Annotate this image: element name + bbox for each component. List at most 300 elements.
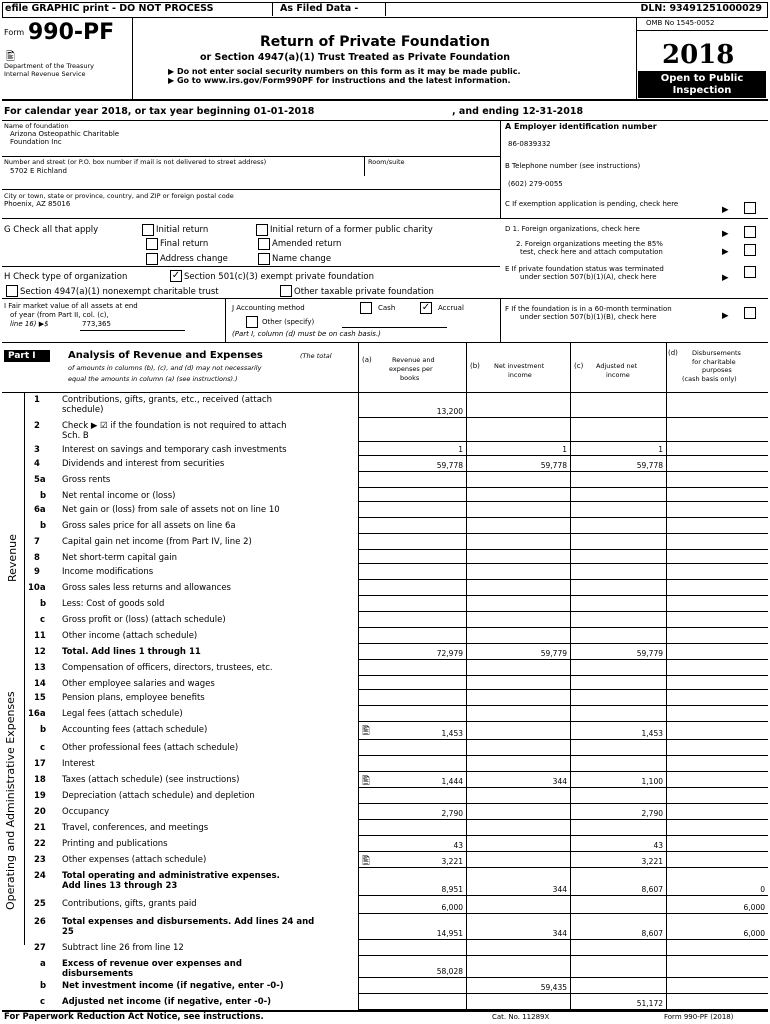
col-c-cell <box>570 660 666 676</box>
col-c-cell <box>570 804 666 820</box>
name-change-checkbox[interactable] <box>258 253 270 265</box>
org-name-line2: Foundation Inc <box>10 138 62 146</box>
col-c-cell <box>570 550 666 564</box>
line-label: Adjusted net income (if negative, enter -0-) <box>62 997 272 1007</box>
cell-value: 1,453 <box>441 729 463 738</box>
col-d-head-1: Disbursements <box>692 349 741 357</box>
cell-value: 344 <box>552 929 567 938</box>
col-c-cell <box>570 612 666 628</box>
col-c-cell <box>570 392 666 418</box>
line-number: 13 <box>34 663 46 673</box>
fmv-value: 773,365 <box>82 320 111 328</box>
col-d-cell <box>666 820 768 836</box>
e-checkbox[interactable] <box>744 266 756 278</box>
col-b-head-1: Net investment <box>494 362 545 370</box>
col-b-left <box>466 342 467 392</box>
former-charity-label: Initial return of a former public charity <box>270 225 433 235</box>
name-rule <box>2 156 500 157</box>
col-d-cell <box>666 534 768 550</box>
col-a-cell <box>358 994 466 1010</box>
col-d-cell <box>666 940 768 956</box>
col-c-cell <box>570 456 666 472</box>
line-number: 10a <box>28 583 46 593</box>
line-label: Total expenses and disbursements. Add lines 24 and <box>62 917 315 927</box>
col-a-cell <box>358 852 466 868</box>
line-number: b <box>40 599 47 609</box>
line-label: Printing and publications <box>62 839 168 849</box>
line-label: Net short-term capital gain <box>62 553 178 563</box>
col-d-cell <box>666 660 768 676</box>
omb-rule <box>636 30 768 31</box>
col-d-cell <box>666 502 768 518</box>
col-d-cell <box>666 676 768 690</box>
ein-label: A Employer identification number <box>505 122 657 131</box>
col-d-cell <box>666 690 768 706</box>
col-b-cell <box>466 722 570 740</box>
ij-divider <box>225 298 226 342</box>
line-label-continued: disbursements <box>62 969 134 979</box>
cell-value: 1,453 <box>641 729 663 738</box>
col-c-cell <box>570 580 666 596</box>
cell-value: 59,779 <box>540 649 567 658</box>
e-label-2: under section 507(b)(1)(A), check here <box>520 273 657 281</box>
cell-value: 51,172 <box>636 999 663 1008</box>
ssn-warning: ▶ Do not enter social security numbers on this form as it may be made public. <box>168 67 521 76</box>
col-a-cell <box>358 690 466 706</box>
former-charity-checkbox[interactable] <box>256 224 268 236</box>
part1-note-2: of amounts in columns (b), (c), and (d) may not necessarily <box>68 364 262 372</box>
c-arrow-icon: ▶ <box>722 205 729 215</box>
col-c-cell <box>570 740 666 756</box>
cell-value: 1 <box>562 445 567 454</box>
line-number: 7 <box>34 537 40 547</box>
col-d-cell <box>666 518 768 534</box>
line-label: Compensation of officers, directors, trustees, etc. <box>62 663 273 673</box>
col-b-cell <box>466 676 570 690</box>
col-b-cell <box>466 690 570 706</box>
accrual-label: Accrual <box>438 304 464 312</box>
cell-value: 8,607 <box>641 885 663 894</box>
col-d-tag: (d) <box>668 349 678 357</box>
col-c-cell <box>570 994 666 1010</box>
dln-label: DLN: 93491251000029 <box>640 3 762 14</box>
col-a-cell <box>358 488 466 502</box>
line-label: Depreciation (attach schedule) and depletion <box>62 791 255 801</box>
col-c-cell <box>570 756 666 772</box>
expenses-side-label: Operating and Administrative Expenses <box>4 691 17 910</box>
col-a-cell <box>358 868 466 896</box>
col-d-cell <box>666 418 768 442</box>
org-name-line1: Arizona Osteopathic Charitable <box>10 130 120 138</box>
col-b-cell <box>466 534 570 550</box>
line-label: Pension plans, employee benefits <box>62 693 205 703</box>
omb-number: OMB No 1545-0052 <box>646 19 715 27</box>
line-label: Income modifications <box>62 567 154 577</box>
line-label-continued: 25 <box>62 927 74 937</box>
col-a-cell <box>358 628 466 644</box>
col-a-cell <box>358 740 466 756</box>
col-a-tag: (a) <box>362 356 372 364</box>
line-number: c <box>40 743 46 753</box>
line-number: 17 <box>34 759 46 769</box>
i-label-1: I Fair market value of all assets at end <box>4 302 138 310</box>
line-label-continued: schedule) <box>62 405 104 415</box>
line-number: 23 <box>34 855 46 865</box>
line-number: 20 <box>34 807 46 817</box>
line-label: Gross profit or (loss) (attach schedule) <box>62 615 226 625</box>
col-a-cell <box>358 772 466 788</box>
banner-divider <box>272 3 273 16</box>
d1-label: D 1. Foreign organizations, check here <box>505 225 640 233</box>
address-change-label: Address change <box>160 254 228 264</box>
col-d-cell <box>666 456 768 472</box>
col-b-cell <box>466 612 570 628</box>
col-d-cell <box>666 804 768 820</box>
col-c-cell <box>570 852 666 868</box>
col-a-cell <box>358 836 466 852</box>
city-label: City or town, state or province, country, and ZIP or foreign postal code <box>4 192 234 200</box>
attachment-icon[interactable]: 🖺 <box>362 726 371 737</box>
other-taxable-checkbox[interactable] <box>280 285 292 297</box>
accrual-checkbox[interactable]: ✓ <box>421 302 431 313</box>
other-method-checkbox[interactable] <box>246 316 258 328</box>
col-a-cell <box>358 392 466 418</box>
col-b-cell <box>466 706 570 722</box>
open-to-public: Open to Public <box>660 73 744 84</box>
address-change-checkbox[interactable] <box>146 253 158 265</box>
e-arrow-icon: ▶ <box>722 273 729 283</box>
line-label-continued: Add lines 13 through 23 <box>62 881 178 891</box>
col-c-cell <box>570 914 666 940</box>
room-divider <box>364 156 365 176</box>
trust-label: Section 4947(a)(1) nonexempt charitable trust <box>20 287 219 297</box>
col-b-cell <box>466 956 570 978</box>
attachment-icon[interactable]: 🖺 <box>362 776 371 787</box>
line-number: c <box>40 615 46 625</box>
col-c-cell <box>570 534 666 550</box>
col-c-cell <box>570 596 666 612</box>
e-label-1: E If private foundation status was terminated <box>505 265 664 273</box>
col-a-cell <box>358 956 466 978</box>
line-number: 22 <box>34 839 46 849</box>
line-number: 27 <box>34 943 46 953</box>
ein-value: 86-0839332 <box>508 140 551 148</box>
g-label: G Check all that apply <box>4 225 99 235</box>
cell-value: 3,221 <box>641 857 663 866</box>
col-c-head-2: income <box>606 371 630 379</box>
d2-checkbox[interactable] <box>744 244 756 256</box>
col-b-cell <box>466 442 570 456</box>
line-label: Accounting fees (attach schedule) <box>62 725 208 735</box>
other-taxable-label: Other taxable private foundation <box>294 287 434 297</box>
col-b-cell <box>466 940 570 956</box>
line-label: Occupancy <box>62 807 110 817</box>
cell-value: 59,435 <box>540 983 567 992</box>
col-b-cell <box>466 660 570 676</box>
cell-value: 3,221 <box>441 857 463 866</box>
col-b-cell <box>466 644 570 660</box>
col-c-cell <box>570 956 666 978</box>
filed-label: As Filed Data - <box>280 3 359 14</box>
col-a-cell <box>358 518 466 534</box>
col-b-cell <box>466 580 570 596</box>
col-d-cell <box>666 596 768 612</box>
line-number: 21 <box>34 823 46 833</box>
cell-value: 43 <box>453 841 463 850</box>
cell-value: 59,778 <box>636 461 663 470</box>
col-c-cell <box>570 722 666 740</box>
i-label-3: line 16) ▶$ <box>10 320 49 328</box>
col-b-cell <box>466 868 570 896</box>
line-label: Contributions, gifts, grants paid <box>62 899 197 909</box>
header-left-divider <box>132 17 133 99</box>
line-label: Dividends and interest from securities <box>62 459 225 469</box>
initial-return-checkbox[interactable] <box>142 224 154 236</box>
col-a-cell <box>358 896 466 914</box>
col-b-cell <box>466 596 570 612</box>
col-b-cell <box>466 756 570 772</box>
line-label: Other professional fees (attach schedule) <box>62 743 239 753</box>
col-d-cell <box>666 612 768 628</box>
footer-notice: For Paperwork Reduction Act Notice, see instructions. <box>4 1012 264 1022</box>
cell-value: 1 <box>658 445 663 454</box>
line-number: 14 <box>34 679 46 689</box>
col-b-cell <box>466 804 570 820</box>
col-c-cell <box>570 502 666 518</box>
col-d-cell <box>666 994 768 1010</box>
col-c-cell <box>570 836 666 852</box>
line-label: Interest on savings and temporary cash investments <box>62 445 287 455</box>
cash-checkbox[interactable] <box>360 302 372 314</box>
f-checkbox[interactable] <box>744 307 756 319</box>
line-label: Other employee salaries and wages <box>62 679 215 689</box>
cell-value: 8,607 <box>641 929 663 938</box>
cell-value: 6,000 <box>441 903 463 912</box>
part1-note-1: (The total <box>300 352 332 360</box>
d2-label-1: 2. Foreign organizations meeting the 85% <box>516 240 663 248</box>
col-c-cell <box>570 896 666 914</box>
revenue-side-rule <box>24 392 25 660</box>
col-a-cell <box>358 534 466 550</box>
cell-value: 1 <box>458 445 463 454</box>
line-label: Gross rents <box>62 475 111 485</box>
col-c-cell <box>570 418 666 442</box>
col-a-head-2: expenses per <box>389 365 433 373</box>
col-b-cell <box>466 788 570 804</box>
col-a-cell <box>358 788 466 804</box>
col-d-cell <box>666 488 768 502</box>
col-c-cell <box>570 690 666 706</box>
org-right-divider <box>500 120 501 218</box>
part1-top-rule <box>2 342 768 343</box>
line-label: Subtract line 26 from line 12 <box>62 943 184 953</box>
phone-label: B Telephone number (see instructions) <box>505 162 641 170</box>
dept-irs: Internal Revenue Service <box>4 70 86 78</box>
cell-value: 6,000 <box>743 903 765 912</box>
col-a-cell <box>358 940 466 956</box>
col-d-left <box>666 342 667 392</box>
line-number: b <box>40 491 47 501</box>
col-d-cell <box>666 756 768 772</box>
col-b-cell <box>466 550 570 564</box>
final-return-checkbox[interactable] <box>146 238 158 250</box>
line-label: Total. Add lines 1 through 11 <box>62 647 201 657</box>
col-a-cell <box>358 914 466 940</box>
initial-return-label: Initial return <box>156 225 209 235</box>
line-label: Other expenses (attach schedule) <box>62 855 207 865</box>
col-b-cell <box>466 488 570 502</box>
line-label: Contributions, gifts, grants, etc., received (attach <box>62 395 272 405</box>
ij-top-rule <box>2 298 768 299</box>
amended-return-label: Amended return <box>272 239 342 249</box>
col-d-cell <box>666 868 768 896</box>
d2-label-2: test, check here and attach computation <box>520 248 663 256</box>
line-label: Interest <box>62 759 95 769</box>
cell-value: 6,000 <box>743 929 765 938</box>
col-c-cell <box>570 628 666 644</box>
col-d-cell <box>666 564 768 580</box>
revenue-side-label: Revenue <box>6 534 19 582</box>
line-number: a <box>40 959 46 969</box>
cell-value: 344 <box>552 885 567 894</box>
col-b-cell <box>466 418 570 442</box>
attachment-icon[interactable]: 🖺 <box>362 856 371 867</box>
col-d-cell <box>666 628 768 644</box>
col-d-cell <box>666 706 768 722</box>
col-d-cell <box>666 978 768 994</box>
line-number: 5a <box>34 475 46 485</box>
col-a-cell <box>358 756 466 772</box>
line-number: b <box>40 521 47 531</box>
col-d-cell <box>666 740 768 756</box>
col-a-cell <box>358 550 466 564</box>
cell-value: 0 <box>760 885 765 894</box>
col-c-cell <box>570 868 666 896</box>
col-b-cell <box>466 836 570 852</box>
line-number: 12 <box>34 647 46 657</box>
cell-value: 1,100 <box>641 777 663 786</box>
irs-link[interactable]: ▶ Go to www.irs.gov/Form990PF for instructions and the latest information. <box>168 76 511 85</box>
line-number: b <box>40 725 47 735</box>
addr-value: 5702 E Richland <box>10 167 67 175</box>
phone-value: (602) 279-0055 <box>508 180 563 188</box>
col-b-cell <box>466 564 570 580</box>
cell-value: 1,444 <box>441 777 463 786</box>
col-a-cell <box>358 418 466 442</box>
c-checkbox[interactable] <box>744 202 756 214</box>
cell-value: 344 <box>552 777 567 786</box>
addr-label: Number and street (or P.O. box number if mail is not delivered to street address) <box>4 158 267 166</box>
col-c-cell <box>570 820 666 836</box>
line-number: b <box>40 981 47 991</box>
line-number: 2 <box>34 421 40 431</box>
c3-checkbox[interactable]: ✓ <box>171 270 181 281</box>
amended-return-checkbox[interactable] <box>258 238 270 250</box>
col-a-cell <box>358 644 466 660</box>
line-label: Net gain or (loss) from sale of assets not on line 10 <box>62 505 280 515</box>
col-b-cell <box>466 628 570 644</box>
d1-checkbox[interactable] <box>744 226 756 238</box>
col-a-cell <box>358 596 466 612</box>
col-a-cell <box>358 472 466 488</box>
col-c-cell <box>570 488 666 502</box>
line-number: 4 <box>34 459 40 469</box>
line-label-continued: Sch. B <box>62 431 89 441</box>
col-a-cell <box>358 660 466 676</box>
col-a-left <box>358 342 359 392</box>
cell-value: 8,951 <box>441 885 463 894</box>
line-label: Capital gain net income (from Part IV, line 2) <box>62 537 252 547</box>
f-label-2: under section 507(b)(1)(B), check here <box>520 313 657 321</box>
line-number: 6a <box>34 505 46 515</box>
line-number: 16a <box>28 709 46 719</box>
line-label: Check ▶ ☑ if the foundation is not required to attach <box>62 421 287 431</box>
calendar-rule <box>2 120 768 121</box>
col-b-cell <box>466 456 570 472</box>
col-d-cell <box>666 836 768 852</box>
line-number: c <box>40 997 46 1007</box>
form-prefix: Form <box>4 28 25 37</box>
col-a-cell <box>358 804 466 820</box>
j-label: J Accounting method <box>232 304 305 312</box>
line-label: Gross sales price for all assets on line 6a <box>62 521 236 531</box>
fmv-underline <box>80 330 185 331</box>
dept-treasury: Department of the Treasury <box>4 62 95 70</box>
col-d-head-2: for charitable <box>692 358 736 366</box>
col-b-cell <box>466 994 570 1010</box>
col-b-cell <box>466 392 570 418</box>
h-label: H Check type of organization <box>4 272 128 282</box>
part1-tag: Part I <box>8 351 36 361</box>
f-label-1: F If the foundation is in a 60-month termination <box>505 305 672 313</box>
attachment-icon: 🖺 <box>6 50 15 63</box>
jf-divider <box>500 298 501 342</box>
addr-rule <box>2 189 500 190</box>
expenses-side-rule <box>24 660 25 945</box>
col-d-cell <box>666 644 768 660</box>
j-note: (Part I, column (d) must be on cash basis.) <box>232 330 381 338</box>
col-d-cell <box>666 472 768 488</box>
col-b-cell <box>466 772 570 788</box>
footer-form: Form 990-PF (2018) <box>664 1013 734 1021</box>
trust-checkbox[interactable] <box>6 285 18 297</box>
footer-cat: Cat. No. 11289X <box>492 1013 550 1021</box>
col-d-cell <box>666 788 768 804</box>
cell-value: 72,979 <box>436 649 463 658</box>
other-method-label: Other (specify) <box>262 318 315 326</box>
col-b-cell <box>466 518 570 534</box>
col-b-cell <box>466 820 570 836</box>
col-a-cell <box>358 442 466 456</box>
c-label: C If exemption application is pending, check here <box>505 200 679 208</box>
col-d-cell <box>666 772 768 788</box>
col-c-head-1: Adjusted net <box>596 362 638 370</box>
col-b-cell <box>466 896 570 914</box>
col-d-cell <box>666 580 768 596</box>
line-number: 8 <box>34 553 40 563</box>
banner-divider-2 <box>385 3 386 16</box>
line-number: 25 <box>34 899 46 909</box>
col-a-cell <box>358 564 466 580</box>
line-number: 9 <box>34 567 40 577</box>
g-top-rule <box>2 218 768 219</box>
cell-value: 14,951 <box>436 929 463 938</box>
line-number: 24 <box>34 871 46 881</box>
line-number: 26 <box>34 917 46 927</box>
d1-arrow-icon: ▶ <box>722 229 729 239</box>
cell-value: 58,028 <box>436 967 463 976</box>
col-c-cell <box>570 564 666 580</box>
